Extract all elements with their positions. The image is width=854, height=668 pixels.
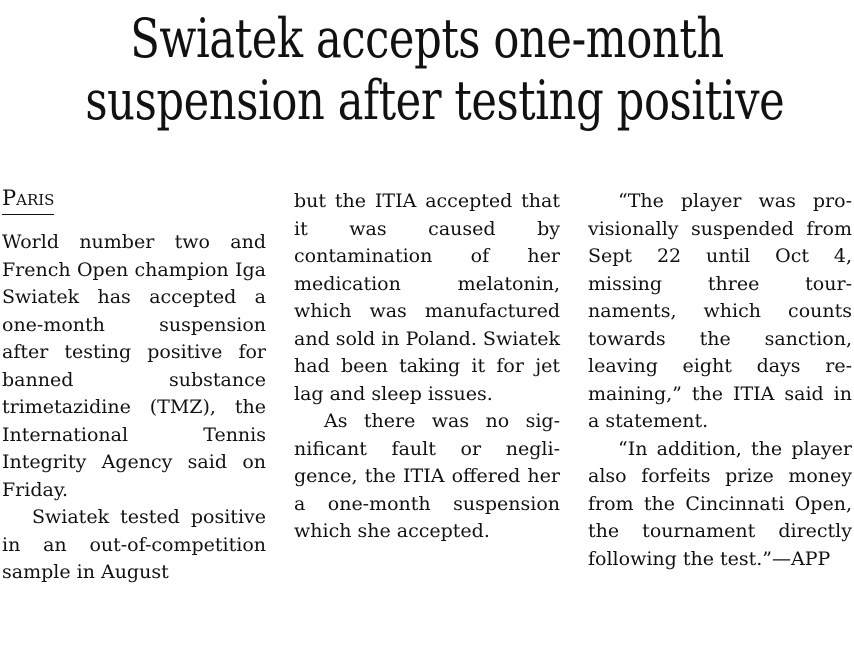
- headline: [85, 7, 785, 132]
- dateline: Paris: [2, 186, 54, 215]
- article-column-3: [588, 188, 852, 573]
- paragraph: World number two and French Open champion Iga Swiatek has accepted a one-month suspension after testing positive for banned substance trimetazidine (TMZ), the International Tennis Integrity Agency said on Friday.: [2, 231, 266, 501]
- headline-line-1: Swiatek accepts one-month: [130, 7, 724, 70]
- article-column-1: [2, 186, 266, 587]
- paragraph: As there was no significant fault or negligence, the ITIA offered her a one-month suspension which she accepted.: [294, 410, 560, 542]
- headline-line-2: suspension after testing positive: [85, 69, 785, 132]
- paragraph: but the ITIA accepted that it was caused by contamination of her medication melatonin, which was manufactured and sold in Poland. Swiatek had been taking it for jet lag and sleep issues.: [294, 190, 560, 405]
- paragraph: “In addition, the player also forfeits prize money from the Cincinnati Open, the tournament directly following the test.”—APP: [588, 437, 852, 570]
- paragraph: Swiatek tested positive in an out-of-competition sample in August: [2, 506, 266, 583]
- article-column-2: [294, 188, 560, 546]
- paragraph: “The player was provisionally suspended from Sept 22 until Oct 4, missing three tournaments, which counts towards the sanction, leaving eight days remaining,” the ITIA said in a statement.: [588, 190, 852, 432]
